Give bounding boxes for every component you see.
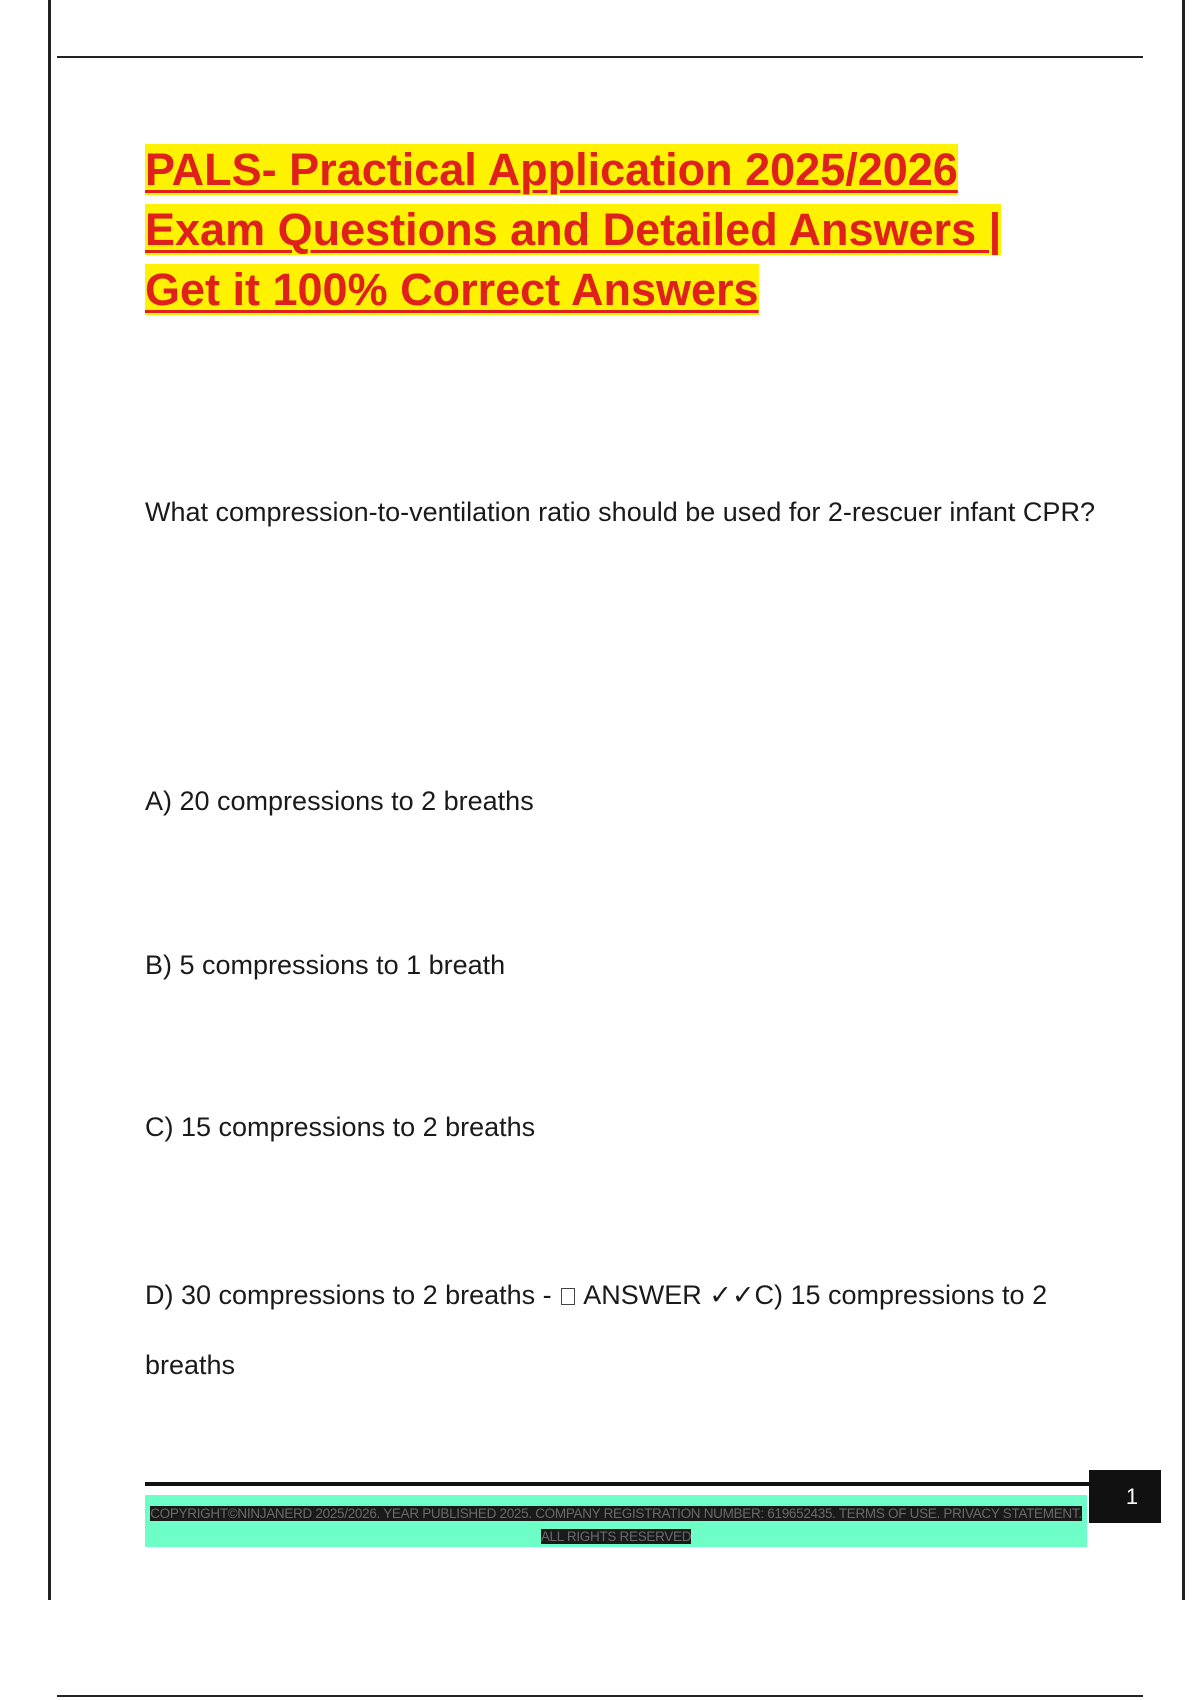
option-c: C) 15 compressions to 2 breaths [145,1112,536,1142]
page-border-right [1182,0,1185,1600]
document-title [145,140,1105,320]
question-text: What compression-to-ventilation ratio should be used for 2-rescuer infant CPR? [145,497,1095,527]
option-d [145,1260,1105,1400]
missing-glyph-icon [561,1288,575,1305]
bottom-rule [57,1695,1143,1697]
option-a: A) 20 compressions to 2 breaths [145,786,534,816]
footer-rule [145,1482,1091,1486]
copyright-notice: COPYRIGHT©NINJANERD 2025/2026. YEAR PUBLISHED 2025. COMPANY REGISTRATION NUMBER: 619652435. TERMS OF USE. PRIVACY STATEMENT. ALL RIGHTS RESERVED [150,1506,1082,1544]
option-b: B) 5 compressions to 1 breath [145,950,506,980]
title-line-3: Get it 100% Correct Answers [145,264,759,315]
footer-band [145,1495,1087,1547]
page-number: 1 [1089,1470,1161,1523]
title-line-2: Exam Questions and Detailed Answers | [145,204,1002,255]
answer-text: ANSWER ✓✓C) 15 compressions to 2 breaths [145,1280,1048,1380]
option-d-text: D) 30 compressions to 2 breaths - [145,1280,560,1310]
top-rule [57,56,1143,58]
title-line-1: PALS- Practical Application 2025/2026 [145,144,958,195]
page-border-left [48,0,51,1600]
